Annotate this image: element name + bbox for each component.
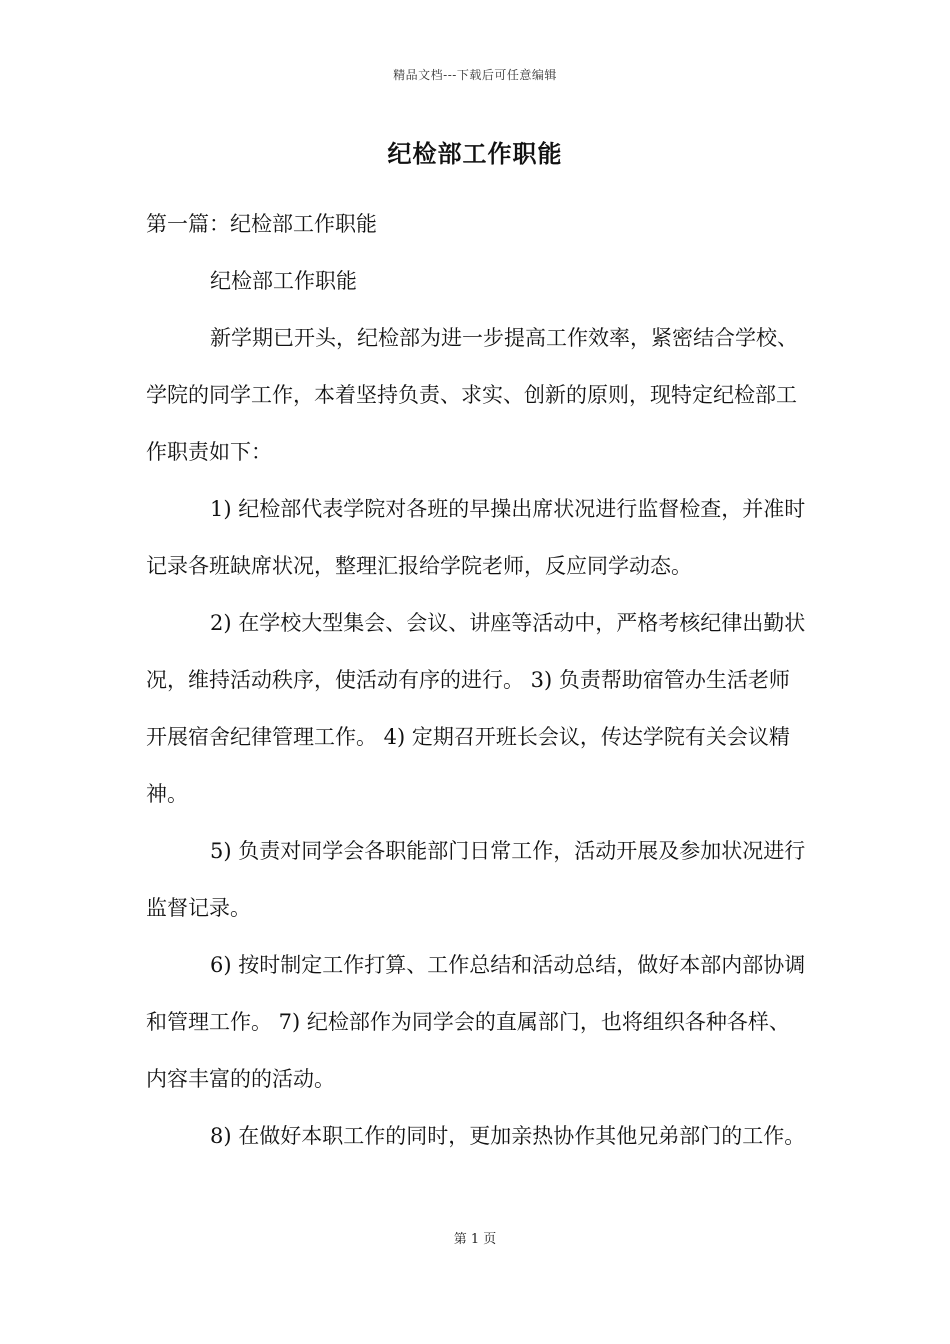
paragraph-item-1: 1) 纪检部代表学院对各班的早操出席状况进行监督检查，并准时记录各班缺席状况，整理汇报给学院老师，反应同学动态。 — [146, 497, 806, 578]
section-heading: 第一篇：纪检部工作职能 — [146, 212, 377, 236]
page-header: 精品文档---下载后可任意编辑 — [393, 68, 557, 82]
document-title: 纪检部工作职能 — [387, 139, 563, 168]
document-body — [146, 196, 810, 1165]
paragraph-item-5: 5) 负责对同学会各职能部门日常工作，活动开展及参加状况进行监督记录。 — [146, 839, 806, 920]
paragraph-intro: 新学期已开头，纪检部为进一步提高工作效率，紧密结合学校、学院的同学工作，本着坚持负责、求实、创新的原则，现特定纪检部工作职责如下： — [146, 326, 798, 464]
sub-heading: 纪检部工作职能 — [210, 269, 357, 293]
paragraph-item-6-7: 6) 按时制定工作打算、工作总结和活动总结，做好本部内部协调和管理工作。 7) 纪检部作为同学会的直属部门，也将组织各种各样、内容丰富的的活动。 — [146, 953, 806, 1091]
paragraph-item-8: 8) 在做好本职工作的同时，更加亲热协作其他兄弟部门的工作。 — [210, 1124, 806, 1148]
page-number: 第 1 页 — [453, 1232, 497, 1247]
paragraph-item-2-4: 2) 在学校大型集会、会议、讲座等活动中，严格考核纪律出勤状况，维持活动秩序，使活动有序的进行。 3) 负责帮助宿管办生活老师开展宿舍纪律管理工作。 4) 定期召开班长会议，传达学院有关会议精神。 — [146, 611, 806, 806]
